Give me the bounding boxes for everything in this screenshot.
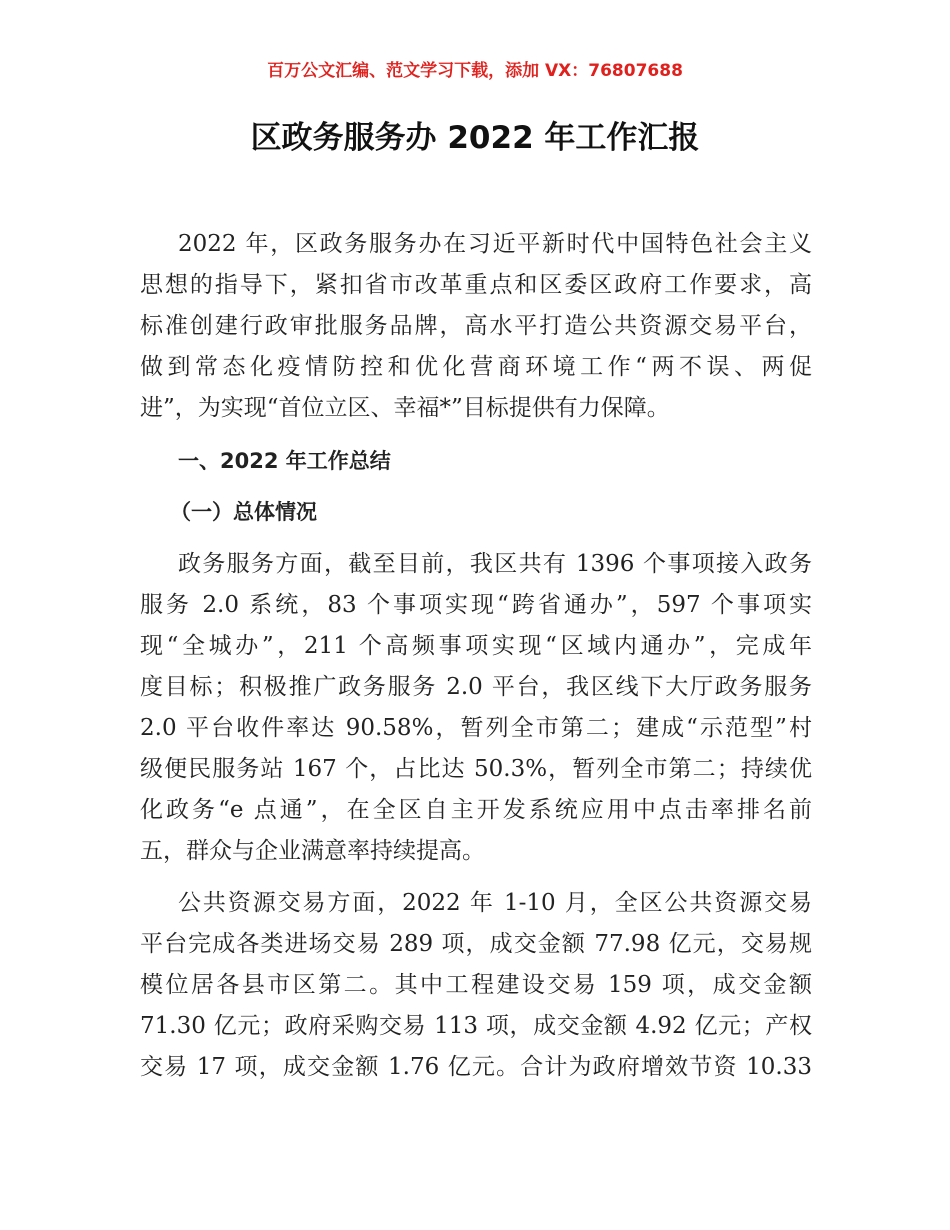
section-heading-text: 一、2022 年工作总结	[178, 449, 391, 473]
text-line: 度目标；积极推广政务服务 2.0 平台，我区线下大厅政务服务	[140, 674, 812, 700]
text-line: 五，群众与企业满意率持续提高。	[140, 838, 485, 864]
text-line: 公共资源交易方面，2022 年 1-10 月，全区公共资源交易	[178, 890, 812, 916]
text-line: 交易 17 项，成交金额 1.76 亿元。合计为政府增效节资 10.33	[140, 1054, 812, 1080]
text-line: 做到常态化疫情防控和优化营商环境工作“两不误、两促	[140, 354, 812, 380]
text-line: 平台完成各类进场交易 289 项，成交金额 77.98 亿元，交易规	[140, 931, 812, 957]
text-line: 2.0 平台收件率达 90.58%，暂列全市第二；建成“示范型”村	[140, 715, 812, 741]
service-paragraph	[140, 544, 812, 872]
document-title: 区政务服务办 2022 年工作汇报	[250, 120, 700, 156]
section-heading	[140, 441, 812, 482]
text-line: 化政务“e 点通”，在全区自主开发系统应用中点击率排名前	[140, 797, 812, 823]
text-line: 进”，为实现“首位立区、幸福*”目标提供有力保障。	[140, 395, 670, 421]
text-line: 标准创建行政审批服务品牌，高水平打造公共资源交易平台，	[140, 313, 812, 339]
text-line: 现“全城办”，211 个高频事项实现“区域内通办”，完成年	[140, 633, 812, 659]
text-line: 政务服务方面，截至目前，我区共有 1396 个事项接入政务	[178, 551, 812, 577]
subsection-heading-text: （一）总体情况	[170, 500, 317, 524]
text-line: 服务 2.0 系统，83 个事项实现“跨省通办”，597 个事项实	[140, 592, 812, 618]
subsection-heading	[140, 492, 812, 533]
header-banner: 百万公文汇编、范文学习下载，添加 VX：76807688	[267, 61, 683, 81]
trading-paragraph	[140, 883, 812, 1088]
text-line: 思想的指导下，紧扣省市改革重点和区委区政府工作要求，高	[140, 272, 812, 298]
text-line: 2022 年，区政务服务办在习近平新时代中国特色社会主义	[178, 231, 812, 257]
text-line: 级便民服务站 167 个，占比达 50.3%，暂列全市第二；持续优	[140, 756, 812, 782]
text-line: 71.30 亿元；政府采购交易 113 项，成交金额 4.92 亿元；产权	[140, 1013, 812, 1039]
text-line: 模位居各县市区第二。其中工程建设交易 159 项，成交金额	[140, 972, 812, 998]
intro-paragraph	[140, 224, 812, 429]
